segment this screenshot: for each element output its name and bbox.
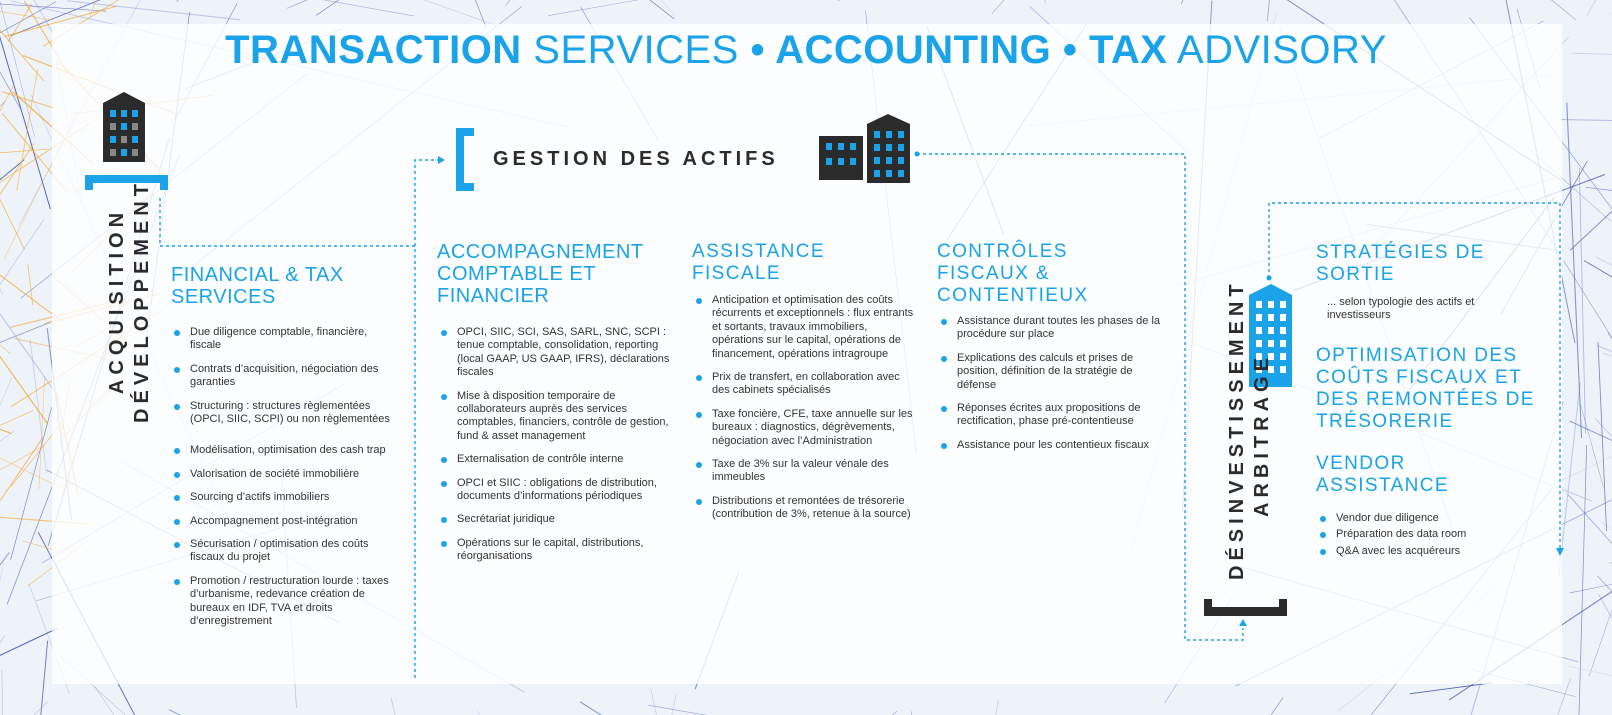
- desinvestissement-label: DÉSINVESTISSEMENT ARBITRAGE: [1226, 279, 1273, 580]
- list-item: Taxe de 3% sur la valeur vénale des immeubles: [694, 458, 916, 485]
- list-item: Préparation des data room: [1318, 528, 1528, 541]
- list-item: Explications des calculs et prises de position, définition de la stratégie de défense: [939, 352, 1174, 392]
- buildings-icon-gestion: [819, 114, 910, 183]
- list-item: Secrétariat juridique: [439, 513, 671, 526]
- list-item: Prix de transfert, en collaboration avec des cabinets spécialisés: [694, 371, 916, 398]
- building-icon-acquisition: [103, 92, 145, 162]
- strategies-heading: STRATÉGIES DE SORTIE: [1316, 242, 1485, 285]
- list-item: Structuring : structures règlementées (OPCI, SIIC, SCPI) ou non règlementées: [172, 400, 400, 427]
- arrow-desinvest: [1239, 619, 1247, 626]
- list-item: Q&A avec les acquéreurs: [1318, 545, 1528, 558]
- acquisition-label: ACQUISITION DÉVELOPPEMENT: [106, 179, 153, 423]
- financial-tax-heading: FINANCIAL & TAX SERVICES: [171, 264, 344, 308]
- list-item: Taxe foncière, CFE, taxe annuelle sur les bureaux : diagnostics, dégrèvements, négociation avec l’Administration: [694, 408, 916, 448]
- list-item: Vendor due diligence: [1318, 512, 1528, 525]
- list-item: Réponses écrites aux propositions de rectification, phase pré-contentieuse: [939, 402, 1174, 429]
- arrow-vendor: [1556, 548, 1564, 556]
- controles-list: [939, 315, 1174, 462]
- assistance-fiscale-heading: ASSISTANCE FISCALE: [692, 241, 825, 284]
- list-item: OPCI et SIIC : obligations de distribution, documents d’informations périodiques: [439, 477, 671, 504]
- connector-gestion-left: [415, 160, 440, 246]
- vendor-heading: VENDOR ASSISTANCE: [1316, 453, 1449, 496]
- list-item: Mise à disposition temporaire de collaborateurs auprès des services comptables, financiers, contrôle de gestion, fund & asset management: [439, 390, 671, 444]
- page-title: TRANSACTION SERVICES • ACCOUNTING • TAX ADVISORY: [225, 28, 1387, 72]
- vendor-list: [1318, 512, 1528, 561]
- accompagnement-list: [439, 326, 671, 574]
- dot-gestion: [915, 152, 920, 157]
- list-item: Distributions et remontées de trésorerie (contribution de 3%, retenue à la source): [694, 495, 916, 522]
- list-item: Valorisation de société immobilière: [172, 468, 400, 481]
- list-item: Assistance durant toutes les phases de la procédure sur place: [939, 315, 1174, 342]
- list-item: Promotion / restructuration lourde : taxes d’urbanisme, redevance création de bureaux en IDF, TVA et droits d’enregistrement: [172, 575, 400, 629]
- list-item: Accompagnement post-intégration: [172, 515, 400, 528]
- financial-tax-list: [172, 326, 400, 639]
- controles-heading: CONTRÔLES FISCAUX & CONTENTIEUX: [937, 241, 1089, 306]
- list-item: Externalisation de contrôle interne: [439, 453, 671, 466]
- list-item: Modélisation, optimisation des cash trap: [172, 444, 400, 457]
- bracket-desinvestissement: [1204, 599, 1287, 616]
- list-item: Sécurisation / optimisation des coûts fiscaux du projet: [172, 538, 400, 565]
- bracket-gestion: [456, 128, 474, 191]
- list-item: Opérations sur le capital, distributions, réorganisations: [439, 537, 671, 564]
- list-item: Due diligence comptable, financière, fiscale: [172, 326, 400, 353]
- list-item: Anticipation et optimisation des coûts récurrents et exceptionnels : flux entrants et sortants, travaux immobiliers, opérations sur le capital, opérations de financement, opérations intragroupe: [694, 294, 916, 361]
- gestion-des-actifs-label: GESTION DES ACTIFS: [493, 148, 779, 170]
- optimisation-heading: OPTIMISATION DES COÛTS FISCAUX ET DES REMONTÉES DE TRÉSORERIE: [1316, 345, 1535, 432]
- list-item: OPCI, SIIC, SCI, SAS, SARL, SNC, SCPI : tenue comptable, consolidation, reporting (local GAAP, US GAAP, IFRS), déclarations fiscales: [439, 326, 671, 380]
- accompagnement-heading: ACCOMPAGNEMENT COMPTABLE ET FINANCIER: [437, 241, 644, 307]
- list-item: Sourcing d’actifs immobiliers: [172, 491, 400, 504]
- strategies-note: ... selon typologie des actifs et investisseurs: [1327, 296, 1475, 322]
- list-item: Assistance pour les contentieux fiscaux: [939, 439, 1174, 452]
- dot-desinvest: [1267, 276, 1272, 281]
- arrow-gestion: [438, 156, 445, 164]
- assistance-fiscale-list: [694, 294, 916, 532]
- list-item: Contrats d’acquisition, négociation des garanties: [172, 363, 400, 390]
